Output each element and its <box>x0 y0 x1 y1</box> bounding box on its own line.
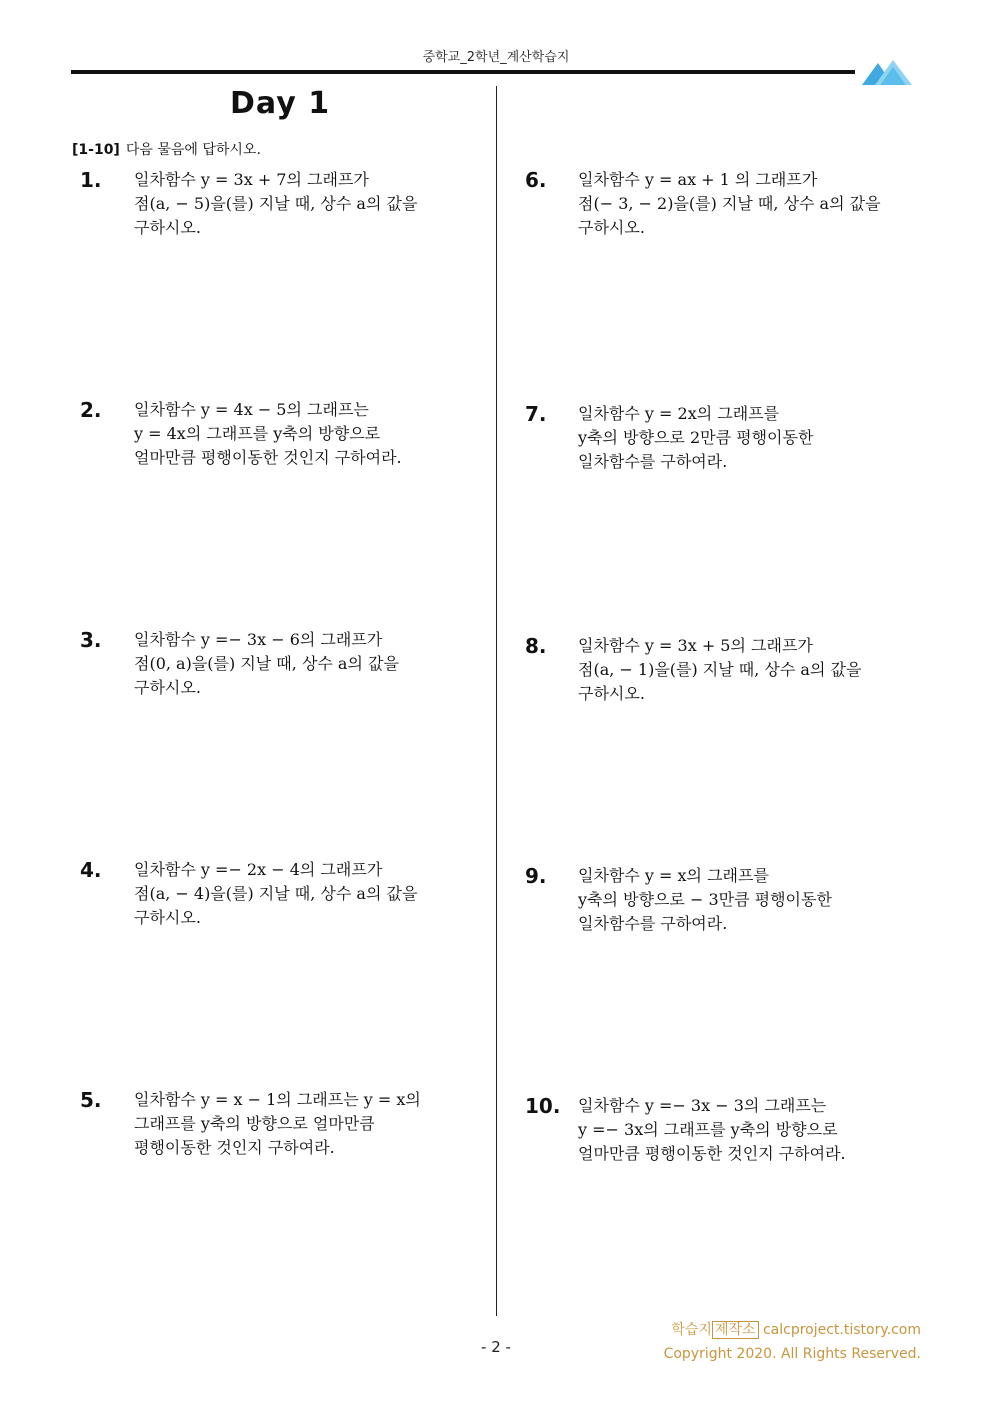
brand-boxed: 제작소 <box>712 1321 759 1339</box>
problem-line: 구하시오. <box>134 678 201 697</box>
problem-line: 점(0, a)을(를) 지날 때, 상수 a의 값을 <box>134 654 399 673</box>
problem-text <box>578 168 918 240</box>
column-divider <box>496 86 497 1316</box>
problem-line: 구하시오. <box>578 218 645 237</box>
problem-line: 구하시오. <box>578 684 645 703</box>
instruction <box>72 139 261 159</box>
problem-number: 6. <box>525 168 547 192</box>
problem-line: 일차함수 y = 4x − 5의 그래프는 <box>134 400 369 419</box>
mountain-logo-icon <box>862 58 912 86</box>
problem-text <box>578 634 918 706</box>
problem-text <box>134 858 474 930</box>
problem-line: 일차함수 y =− 3x − 6의 그래프가 <box>134 630 383 649</box>
problem-line: 구하시오. <box>134 218 201 237</box>
problem-number: 7. <box>525 402 547 426</box>
problem-number: 5. <box>80 1088 102 1112</box>
problem-text <box>134 168 474 240</box>
page-number: - 2 - <box>481 1338 511 1356</box>
problem-text <box>578 864 918 936</box>
problem-line: 얼마만큼 평행이동한 것인지 구하여라. <box>134 448 402 467</box>
problem-line: y축의 방향으로 2만큼 평행이동한 <box>578 428 814 447</box>
problem-line: y = 4x의 그래프를 y축의 방향으로 <box>134 424 381 443</box>
problem-line: 점(a, − 1)을(를) 지날 때, 상수 a의 값을 <box>578 660 862 679</box>
problem-line: 일차함수 y = ax + 1 의 그래프가 <box>578 170 818 189</box>
problem-line: 점(a, − 5)을(를) 지날 때, 상수 a의 값을 <box>134 194 418 213</box>
problem-text <box>134 398 474 470</box>
problem-line: 점(− 3, − 2)을(를) 지날 때, 상수 a의 값을 <box>578 194 881 213</box>
problem-line: 일차함수 y =− 3x − 3의 그래프는 <box>578 1096 827 1115</box>
problem-text <box>134 628 474 700</box>
problem-line: 일차함수 y =− 2x − 4의 그래프가 <box>134 860 383 879</box>
instruction-text: 다음 물음에 답하시오. <box>125 142 261 158</box>
problem-line: 일차함수 y = 3x + 7의 그래프가 <box>134 170 369 189</box>
problem-number: 10. <box>525 1094 561 1118</box>
problem-line: 얼마만큼 평행이동한 것인지 구하여라. <box>578 1144 846 1163</box>
problem-line: 평행이동한 것인지 구하여라. <box>134 1138 335 1157</box>
problem-line: 일차함수를 구하여라. <box>578 914 728 933</box>
problem-line: y축의 방향으로 − 3만큼 평행이동한 <box>578 890 832 909</box>
problem-line: 그래프를 y축의 방향으로 얼마만큼 <box>134 1114 375 1133</box>
header-divider <box>71 70 855 74</box>
problem-line: 일차함수 y = x의 그래프를 <box>578 866 769 885</box>
problem-line: 일차함수 y = 2x의 그래프를 <box>578 404 780 423</box>
problem-number: 1. <box>80 168 102 192</box>
day-title: Day 1 <box>230 86 331 121</box>
problem-line: 일차함수 y = 3x + 5의 그래프가 <box>578 636 813 655</box>
problem-number: 9. <box>525 864 547 888</box>
problem-text <box>578 1094 918 1166</box>
problem-line: 구하시오. <box>134 908 201 927</box>
problem-number: 4. <box>80 858 102 882</box>
problem-text <box>578 402 918 474</box>
instruction-range: [1-10] <box>72 142 120 158</box>
problem-number: 2. <box>80 398 102 422</box>
footer-copyright: Copyright 2020. All Rights Reserved. <box>663 1346 921 1362</box>
problem-number: 8. <box>525 634 547 658</box>
worksheet-header-title: 중학교_2학년_계산학습지 <box>422 50 570 65</box>
brand-prefix: 학습지 <box>671 1322 712 1338</box>
problem-text <box>134 1088 474 1160</box>
problem-line: 일차함수를 구하여라. <box>578 452 728 471</box>
problem-number: 3. <box>80 628 102 652</box>
problem-line: 점(a, − 4)을(를) 지날 때, 상수 a의 값을 <box>134 884 418 903</box>
footer-site-link[interactable]: calcproject.tistory.com <box>762 1322 921 1338</box>
problem-line: 일차함수 y = x − 1의 그래프는 y = x의 <box>134 1090 421 1109</box>
problem-line: y =− 3x의 그래프를 y축의 방향으로 <box>578 1120 838 1139</box>
